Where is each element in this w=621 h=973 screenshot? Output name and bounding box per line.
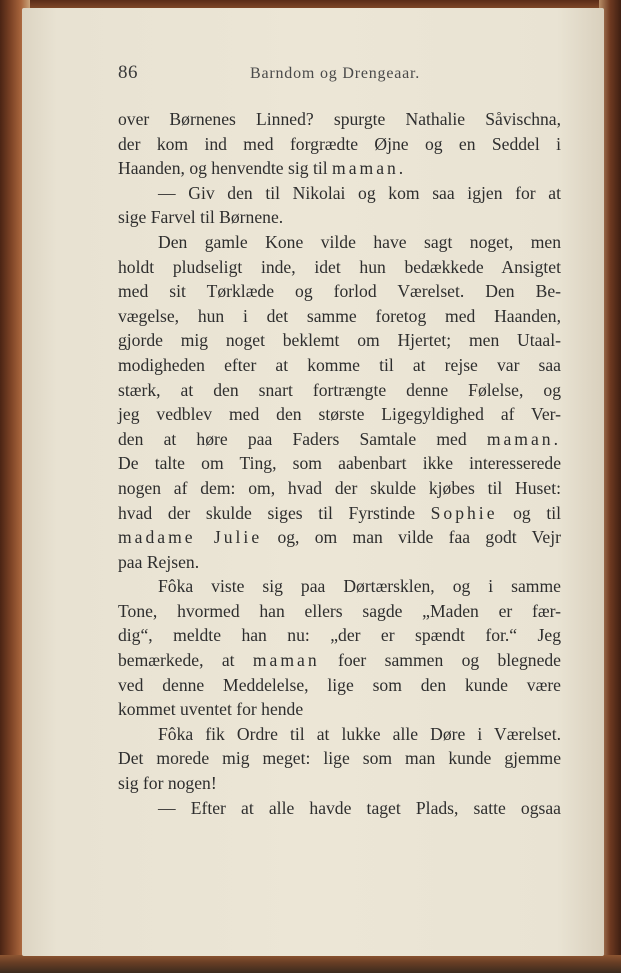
spaced-emphasis: Sophie <box>430 502 498 523</box>
line-text: sig for nogen! <box>118 773 217 794</box>
text-line <box>118 328 561 353</box>
text-line <box>118 796 561 821</box>
line-text: holdt pludseligt inde, idet hun bedækkede Ansigtet <box>118 256 561 277</box>
line-text: De talte om Ting, som aabenbart ikke interesserede <box>118 453 561 474</box>
text-line <box>118 451 561 476</box>
text-line <box>118 697 561 722</box>
spaced-emphasis: maman <box>252 650 320 671</box>
text-line <box>118 378 561 403</box>
line-text: jeg vedblev med den største Ligegyldighed af Ver- <box>118 404 561 425</box>
line-text: Haanden, og henvendte sig til <box>118 158 333 179</box>
text-line <box>118 353 561 378</box>
text-line <box>118 673 561 698</box>
page-number: 86 <box>118 62 138 83</box>
text-line <box>118 156 561 181</box>
line-text: paa Rejsen. <box>118 551 200 572</box>
running-head: Barndom og Drengeaar. <box>250 65 421 82</box>
line-text-after: og til <box>497 502 561 523</box>
line-text: hvad der skulde siges til Fyrstinde <box>118 502 431 523</box>
line-text: Fôka fik Ordre til at lukke alle Døre i Værelset. <box>158 723 561 744</box>
text-line <box>118 599 561 624</box>
text-line <box>118 279 561 304</box>
text-line <box>118 771 561 796</box>
line-text: den at høre paa Faders Samtale med <box>118 428 487 449</box>
text-line <box>118 623 561 648</box>
text-line <box>118 181 561 206</box>
line-text: Det morede mig meget: lige som man kunde gjemme <box>118 748 561 769</box>
text-line <box>118 427 561 452</box>
line-text: gjorde mig noget beklemt om Hjertet; men Utaal- <box>118 330 561 351</box>
text-line <box>118 746 561 771</box>
text-line <box>118 132 561 157</box>
book-edge-bottom <box>0 955 621 973</box>
text-line <box>118 525 561 550</box>
line-text: — Giv den til Nikolai og kom saa igjen for at <box>158 182 561 203</box>
text-line <box>118 550 561 575</box>
line-text: vægelse, hun i det samme foretog med Haanden, <box>118 305 561 326</box>
line-text: sige Farvel til Børnene. <box>118 207 284 228</box>
spaced-emphasis: madame Julie <box>118 527 263 548</box>
line-text: stærk, at den snart fortrængte denne Følelse, og <box>118 379 561 400</box>
text-line <box>118 501 561 526</box>
text-line <box>118 722 561 747</box>
line-text: ved denne Meddelelse, lige som den kunde være <box>118 674 561 695</box>
page-header <box>118 62 560 90</box>
line-text: dig“, meldte han nu: „der er spændt for.“ Jeg <box>118 625 561 646</box>
text-line <box>118 205 561 230</box>
text-line <box>118 230 561 255</box>
line-text: med sit Tørklæde og forlod Værelset. Den Be- <box>118 281 561 302</box>
text-line <box>118 574 561 599</box>
line-text: nogen af dem: om, hvad der skulde kjøbes til Huset: <box>118 477 561 498</box>
line-text: over Børnenes Linned? spurgte Nathalie Såvischna, <box>118 109 561 129</box>
text-line <box>118 255 561 280</box>
text-line <box>118 648 561 673</box>
text-line <box>118 107 561 132</box>
text-line <box>118 476 561 501</box>
line-text: modigheden efter at komme til at rejse var saa <box>118 354 561 375</box>
line-text-after: og, om man vilde faa godt Vejr <box>262 527 561 548</box>
line-text: — Efter at alle havde taget Plads, satte ogsaa <box>158 797 561 818</box>
line-text: kommet uventet for hende <box>118 699 304 720</box>
line-text: Fôka viste sig paa Dørtærsklen, og i samme <box>158 576 561 597</box>
body-text <box>118 107 561 820</box>
line-text: Tone, hvormed han ellers sagde „Maden er fær- <box>118 600 561 621</box>
line-text-after: foer sammen og blegnede <box>319 650 561 671</box>
line-text: der kom ind med forgrædte Øjne og en Seddel i <box>118 133 561 154</box>
text-line <box>118 402 561 427</box>
spaced-emphasis: maman. <box>486 428 561 449</box>
line-text: bemærkede, at <box>118 650 253 671</box>
text-line <box>118 304 561 329</box>
line-text: Den gamle Kone vilde have sagt noget, men <box>158 231 561 252</box>
spaced-emphasis: maman. <box>332 158 407 179</box>
